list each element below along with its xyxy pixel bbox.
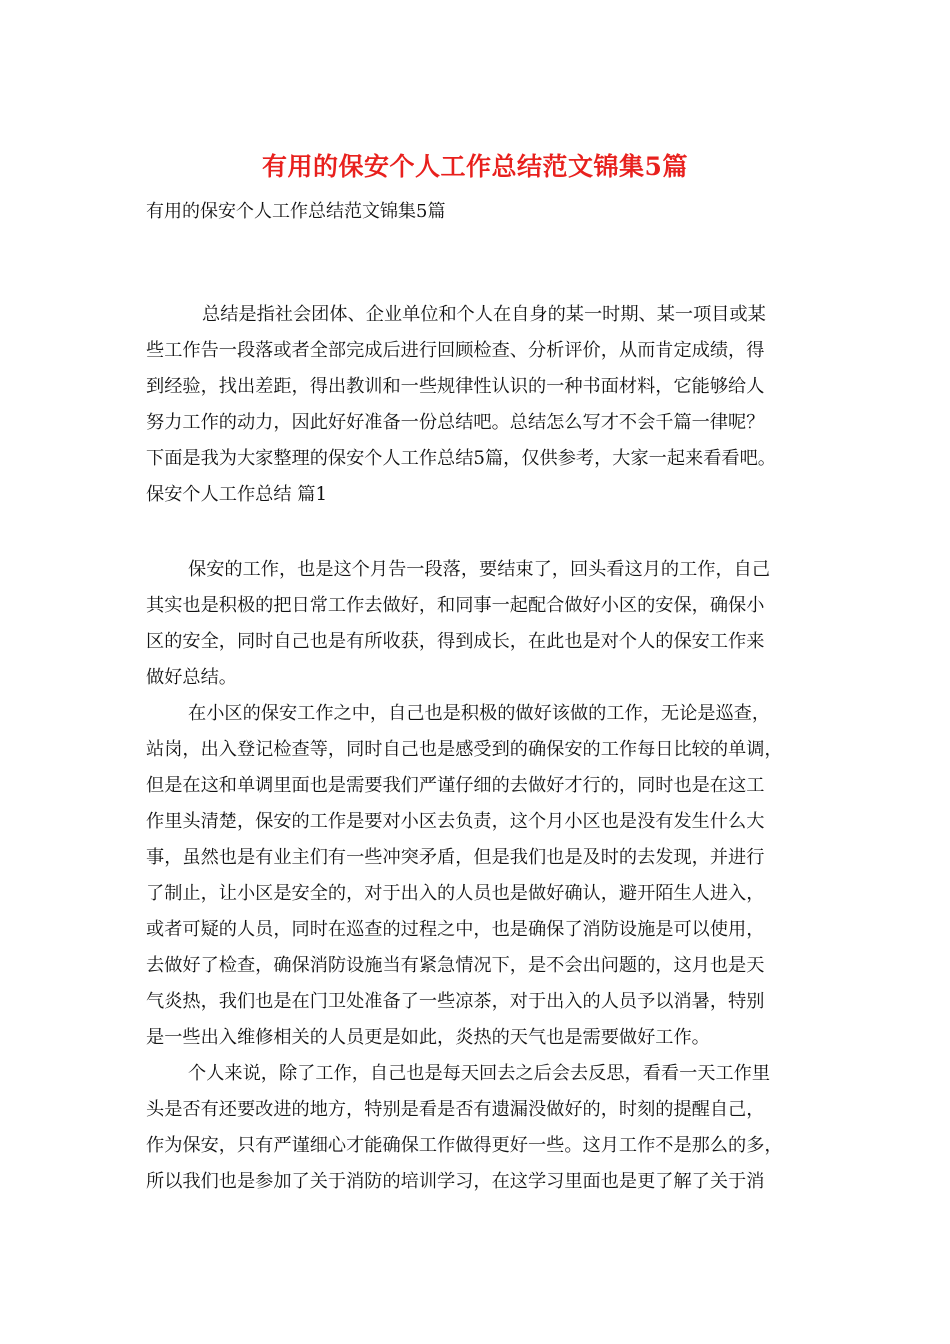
body-line: 所以我们也是参加了关于消防的培训学习，在这学习里面也是更了解了关于消 [146,1171,765,1192]
body-line: 个人来说，除了工作，自己也是每天回去之后会去反思，看看一天工作里 [188,1063,771,1084]
body-line: 做好总结。 [146,667,237,688]
body-line: 保安的工作，也是这个月告一段落，要结束了，回头看这月的工作，自己 [188,559,771,580]
section-body [146,552,808,1200]
intro-line: 总结是指社会团体、企业单位和个人在自身的某一时期、某一项目或某 [202,304,766,325]
body-line: 头是否有还要改进的地方，特别是看是否有遗漏没做好的，时刻的提醒自己， [146,1099,765,1120]
document-subtitle: 有用的保安个人工作总结范文锦集5篇 [146,201,446,222]
body-line: 站岗，出入登记检查等，同时自己也是感受到的确保安的工作每日比较的单调， [146,739,783,760]
body-line: 了制止，让小区是安全的，对于出入的人员也是做好确认，避开陌生人进入， [146,883,765,904]
body-line: 其实也是积极的把日常工作去做好，和同事一起配合做好小区的安保，确保小 [146,595,765,616]
body-line: 去做好了检查，确保消防设施当有紧急情况下，是不会出问题的，这月也是天 [146,955,765,976]
intro-line: 到经验，找出差距，得出教训和一些规律性认识的一种书面材料，它能够给人 [146,376,765,397]
intro-paragraph [146,297,808,513]
body-line: 是一些出入维修相关的人员更是如此，炎热的天气也是需要做好工作。 [146,1027,710,1048]
intro-line: 下面是我为大家整理的保安个人工作总结5篇，仅供参考，大家一起来看看吧。 [146,448,776,469]
intro-line: 些工作告一段落或者全部完成后进行回顾检查、分析评价，从而肯定成绩，得 [146,340,765,361]
body-line: 区的安全，同时自己也是有所收获，得到成长，在此也是对个人的保安工作来 [146,631,765,652]
intro-line: 努力工作的动力，因此好好准备一份总结吧。总结怎么写才不会千篇一律呢？ [146,412,765,433]
body-line: 作为保安，只有严谨细心才能确保工作做得更好一些。这月工作不是那么的多， [146,1135,783,1156]
body-line: 气炎热，我们也是在门卫处准备了一些凉茶，对于出入的人员予以消暑，特别 [146,991,765,1012]
body-line: 或者可疑的人员，同时在巡查的过程之中，也是确保了消防设施是可以使用， [146,919,765,940]
document-title: 有用的保安个人工作总结范文锦集5篇 [262,152,688,181]
body-line: 事，虽然也是有业主们有一些冲突矛盾，但是我们也是及时的去发现，并进行 [146,847,765,868]
body-line: 在小区的保安工作之中，自己也是积极的做好该做的工作，无论是巡查， [188,703,771,724]
body-line: 作里头清楚，保安的工作是要对小区去负责，这个月小区也是没有发生什么大 [146,811,765,832]
section-heading: 保安个人工作总结 篇1 [146,484,328,505]
body-line: 但是在这和单调里面也是需要我们严谨仔细的去做好才行的，同时也是在这工 [146,775,765,796]
